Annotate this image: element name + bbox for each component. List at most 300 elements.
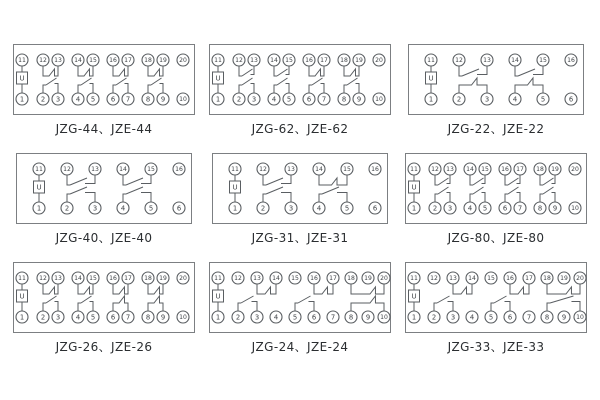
terminal-bottom-4 [509,93,521,105]
svg-text:2: 2 [235,313,241,322]
terminal-bottom-5 [479,202,491,214]
terminal-top-16 [504,272,516,284]
coil-element [426,66,437,93]
terminal-bottom-1 [212,311,224,323]
svg-text:4: 4 [273,313,279,322]
svg-text:6: 6 [372,204,378,213]
contact-14-15-nc-icon [319,175,347,185]
terminal-bottom-1 [33,202,45,214]
svg-text:20: 20 [571,165,579,173]
svg-text:3: 3 [288,204,294,213]
contact-12-13-no-icon [435,175,450,185]
contact-16-17-nc-icon [113,66,128,76]
terminal-bottom-9 [362,311,374,323]
svg-text:16: 16 [501,165,509,173]
relay-panel-jzg-31 [212,153,388,246]
svg-text:14: 14 [468,274,476,282]
contact-12-13-no-icon [263,175,291,185]
contact-6-7-no-icon [505,187,520,202]
svg-text:20: 20 [375,56,383,64]
terminal-bottom-8 [541,311,553,323]
contact-12-13-no-icon [459,66,487,76]
terminal-top-11 [425,54,437,66]
terminal-bottom-3 [444,202,456,214]
terminal-bottom-2 [232,311,244,323]
terminal-bottom-7 [318,93,330,105]
terminal-top-12 [429,163,441,175]
svg-text:9: 9 [160,313,166,322]
terminal-bottom-4 [72,311,84,323]
terminal-top-16 [303,54,315,66]
svg-text:10: 10 [380,313,388,321]
contact-16-17-nc-icon [510,284,529,294]
coil-element [213,284,224,311]
terminal-top-15 [485,272,497,284]
svg-text:7: 7 [321,95,327,104]
terminal-top-16 [107,272,119,284]
svg-text:8: 8 [537,204,543,213]
svg-text:14: 14 [270,56,278,64]
terminal-top-19 [549,163,561,175]
contact-13-14-nc-icon [453,284,472,294]
relay-panel-jzg-26 [13,262,195,355]
terminal-bottom-7 [122,93,134,105]
contact-8-10-no-icon [547,296,580,311]
svg-text:18: 18 [144,56,152,64]
terminal-diagram-jzg-40 [16,153,192,224]
panel-label [448,340,545,355]
svg-text:12: 12 [39,274,47,282]
contact-18-20-nc-icon [351,284,384,294]
svg-text:1: 1 [232,204,238,213]
svg-text:5: 5 [488,313,494,322]
svg-text:20: 20 [576,274,584,282]
svg-text:11: 11 [427,56,435,64]
svg-text:19: 19 [159,56,167,64]
terminal-top-15 [283,54,295,66]
svg-text:13: 13 [250,56,258,64]
svg-text:19: 19 [560,274,568,282]
coil-element [34,175,45,202]
terminal-top-11 [212,272,224,284]
terminal-bottom-2 [37,93,49,105]
terminal-bottom-3 [89,202,101,214]
contact-8-9-no-icon [540,187,555,202]
svg-text:8: 8 [145,313,151,322]
contact-6-7-nc-icon [113,296,128,311]
terminal-bottom-4 [464,202,476,214]
coil-u-symbol: U [36,183,42,192]
contact-4-5-no-icon [123,187,151,202]
terminal-bottom-3 [285,202,297,214]
svg-text:4: 4 [75,95,81,104]
svg-text:15: 15 [539,56,547,64]
svg-text:1: 1 [411,204,417,213]
svg-text:15: 15 [481,165,489,173]
terminal-top-15 [87,272,99,284]
svg-text:10: 10 [179,313,187,321]
contact-2-3-no-icon [239,78,254,93]
terminal-top-16 [565,54,577,66]
svg-text:17: 17 [124,274,132,282]
terminal-top-17 [514,163,526,175]
terminal-top-15 [145,163,157,175]
terminal-bottom-1 [212,93,224,105]
terminal-top-17 [523,272,535,284]
svg-text:4: 4 [271,95,277,104]
terminal-top-18 [338,54,350,66]
terminal-bottom-6 [565,93,577,105]
contact-18-19-nc-icon [344,66,359,76]
terminal-top-16 [107,54,119,66]
svg-text:4: 4 [469,313,475,322]
terminal-top-13 [89,163,101,175]
svg-text:20: 20 [179,56,187,64]
terminal-top-14 [268,54,280,66]
svg-text:9: 9 [552,204,558,213]
svg-text:5: 5 [540,95,546,104]
terminal-diagram-jzg-44 [13,44,195,115]
terminal-bottom-10 [373,93,385,105]
terminal-top-14 [72,272,84,284]
svg-text:8: 8 [341,95,347,104]
coil-element [213,66,224,93]
contact-2-3-no-icon [238,296,257,311]
terminal-top-11 [33,163,45,175]
terminal-bottom-4 [117,202,129,214]
svg-text:7: 7 [517,204,523,213]
panel-label-text: JZG-31、JZE-31 [251,231,349,245]
terminal-top-18 [541,272,553,284]
svg-text:20: 20 [380,274,388,282]
terminal-bottom-5 [283,93,295,105]
terminal-top-13 [481,54,493,66]
terminal-top-14 [313,163,325,175]
terminal-bottom-2 [37,311,49,323]
terminal-bottom-9 [157,93,169,105]
terminal-bottom-4 [270,311,282,323]
terminal-top-17 [122,272,134,284]
svg-text:9: 9 [356,95,362,104]
svg-text:1: 1 [19,95,25,104]
svg-text:6: 6 [507,313,513,322]
terminal-bottom-10 [569,202,581,214]
contact-13-14-nc-icon [257,284,276,294]
terminal-bottom-9 [549,202,561,214]
svg-text:18: 18 [144,274,152,282]
svg-text:3: 3 [92,204,98,213]
terminal-top-19 [558,272,570,284]
terminal-top-11 [16,272,28,284]
terminal-bottom-1 [16,311,28,323]
terminal-bottom-7 [523,311,535,323]
svg-text:3: 3 [55,313,61,322]
svg-text:8: 8 [544,313,550,322]
terminal-bottom-5 [87,311,99,323]
svg-text:4: 4 [316,204,322,213]
svg-text:18: 18 [340,56,348,64]
contact-2-3-no-icon [43,78,58,93]
contact-6-7-no-icon [113,78,128,93]
terminal-top-17 [318,54,330,66]
svg-text:15: 15 [89,56,97,64]
svg-text:11: 11 [410,165,418,173]
svg-text:9: 9 [365,313,371,322]
terminal-bottom-5 [341,202,353,214]
svg-text:17: 17 [124,56,132,64]
panel-label [56,231,153,246]
terminal-bottom-6 [107,93,119,105]
svg-text:12: 12 [63,165,71,173]
terminal-bottom-5 [145,202,157,214]
svg-text:20: 20 [179,274,187,282]
terminal-top-12 [428,272,440,284]
svg-text:1: 1 [36,204,42,213]
svg-text:6: 6 [110,313,116,322]
svg-text:7: 7 [526,313,532,322]
coil-u-symbol: U [411,292,417,301]
contact-5-6-no-icon [295,296,314,311]
terminal-top-13 [52,54,64,66]
terminal-bottom-2 [61,202,73,214]
terminal-top-13 [251,272,263,284]
svg-text:11: 11 [410,274,418,282]
terminal-bottom-3 [251,311,263,323]
svg-text:2: 2 [432,204,438,213]
terminal-bottom-2 [233,93,245,105]
terminal-diagram-jzg-33 [405,262,587,333]
terminal-bottom-8 [345,311,357,323]
panel-label [56,122,153,137]
svg-text:19: 19 [364,274,372,282]
terminal-top-20 [373,54,385,66]
terminal-top-15 [289,272,301,284]
terminal-top-16 [369,163,381,175]
svg-text:15: 15 [487,274,495,282]
terminal-top-18 [142,54,154,66]
terminal-bottom-3 [447,311,459,323]
svg-text:13: 13 [54,56,62,64]
terminal-top-12 [37,54,49,66]
coil-u-symbol: U [19,292,25,301]
terminal-bottom-7 [514,202,526,214]
coil-u-symbol: U [215,292,221,301]
contact-16-17-nc-icon [309,66,324,76]
svg-text:2: 2 [260,204,266,213]
svg-text:15: 15 [343,165,351,173]
contact-14-15-no-icon [274,66,289,76]
terminal-bottom-5 [289,311,301,323]
coil-u-symbol: U [19,74,25,83]
panel-label [448,231,545,246]
svg-text:3: 3 [447,204,453,213]
svg-text:1: 1 [19,313,25,322]
terminal-top-13 [447,272,459,284]
terminal-bottom-8 [142,93,154,105]
svg-text:14: 14 [511,56,519,64]
svg-text:9: 9 [561,313,567,322]
svg-text:6: 6 [311,313,317,322]
contact-4-5-no-icon [470,187,485,202]
coil-element [17,284,28,311]
panel-label [448,122,545,137]
terminal-bottom-9 [157,311,169,323]
relay-panel-jzg-62 [209,44,391,137]
panel-label [252,231,349,246]
terminal-top-14 [72,54,84,66]
svg-text:17: 17 [516,165,524,173]
svg-text:11: 11 [18,56,26,64]
terminal-bottom-1 [408,311,420,323]
svg-text:2: 2 [456,95,462,104]
terminal-top-15 [87,54,99,66]
svg-text:15: 15 [147,165,155,173]
contact-5-6-no-icon [491,296,510,311]
terminal-bottom-6 [504,311,516,323]
svg-text:14: 14 [74,274,82,282]
svg-text:3: 3 [254,313,260,322]
svg-text:1: 1 [215,313,221,322]
svg-text:11: 11 [231,165,239,173]
svg-text:16: 16 [567,56,575,64]
coil-element [17,66,28,93]
svg-text:5: 5 [90,313,96,322]
contact-2-3-no-icon [434,296,453,311]
contact-8-9-no-icon [148,78,163,93]
contact-2-3-no-icon [435,187,450,202]
contact-12-13-nc-icon [43,66,58,76]
terminal-top-11 [16,54,28,66]
terminal-top-11 [408,272,420,284]
terminal-bottom-3 [52,93,64,105]
terminal-top-14 [464,163,476,175]
svg-text:16: 16 [175,165,183,173]
terminal-diagram-jzg-80 [405,153,587,224]
coil-element [409,284,420,311]
svg-text:14: 14 [119,165,127,173]
svg-text:16: 16 [310,274,318,282]
terminal-bottom-1 [425,93,437,105]
terminal-top-19 [362,272,374,284]
coil-u-symbol: U [411,183,417,192]
relay-panel-jzg-22 [408,44,584,137]
terminal-bottom-8 [338,93,350,105]
contact-16-17-nc-icon [113,284,128,294]
terminal-diagram-jzg-24 [209,262,391,333]
svg-text:2: 2 [40,95,46,104]
panel-label-text: JZG-62、JZE-62 [251,122,349,136]
terminal-top-19 [157,272,169,284]
panel-label-text: JZG-24、JZE-24 [251,340,349,354]
svg-text:5: 5 [90,95,96,104]
terminal-bottom-2 [257,202,269,214]
svg-text:19: 19 [159,274,167,282]
terminal-top-17 [327,272,339,284]
svg-text:4: 4 [512,95,518,104]
contact-8-9-no-icon [344,78,359,93]
svg-text:13: 13 [287,165,295,173]
svg-text:19: 19 [355,56,363,64]
terminal-bottom-9 [353,93,365,105]
terminal-bottom-10 [177,93,189,105]
terminal-top-16 [308,272,320,284]
contact-18-19-no-icon [540,175,555,185]
terminal-top-12 [257,163,269,175]
contact-4-5-no-icon [319,187,347,202]
svg-text:9: 9 [160,95,166,104]
contact-2-3-no-icon [43,296,58,311]
contact-16-17-no-icon [505,175,520,185]
terminal-top-13 [285,163,297,175]
contact-2-3-no-icon [263,187,291,202]
terminal-top-20 [177,54,189,66]
svg-text:1: 1 [215,95,221,104]
terminal-top-20 [574,272,586,284]
terminal-top-12 [37,272,49,284]
terminal-bottom-7 [327,311,339,323]
svg-text:19: 19 [551,165,559,173]
terminal-top-14 [466,272,478,284]
svg-text:2: 2 [64,204,70,213]
terminal-top-18 [142,272,154,284]
svg-text:18: 18 [536,165,544,173]
coil-u-symbol: U [428,74,434,83]
terminal-top-12 [61,163,73,175]
contact-8-10-nc-icon [351,296,384,311]
svg-text:7: 7 [125,313,131,322]
terminal-top-20 [378,272,390,284]
svg-text:13: 13 [91,165,99,173]
svg-text:13: 13 [446,165,454,173]
svg-text:5: 5 [148,204,154,213]
terminal-top-17 [122,54,134,66]
contact-8-9-nc-icon [148,296,163,311]
terminal-top-11 [229,163,241,175]
contact-14-15-nc-icon [78,66,93,76]
coil-element [230,175,241,202]
terminal-top-13 [52,272,64,284]
svg-text:15: 15 [291,274,299,282]
contact-16-17-nc-icon [314,284,333,294]
terminal-bottom-10 [177,311,189,323]
terminal-top-15 [341,163,353,175]
svg-text:3: 3 [55,95,61,104]
svg-text:12: 12 [39,56,47,64]
terminal-top-18 [345,272,357,284]
svg-text:17: 17 [329,274,337,282]
terminal-top-16 [499,163,511,175]
terminal-bottom-6 [303,93,315,105]
terminal-top-14 [117,163,129,175]
contact-4-5-no-icon [274,78,289,93]
terminal-bottom-6 [173,202,185,214]
terminal-top-14 [270,272,282,284]
svg-text:11: 11 [35,165,43,173]
contact-4-5-no-icon [78,296,93,311]
contact-2-3-no-icon [67,187,95,202]
contact-18-20-nc-icon [547,284,580,294]
contact-4-5-nc-icon [515,78,543,93]
terminal-bottom-10 [574,311,586,323]
terminal-bottom-5 [537,93,549,105]
svg-text:14: 14 [315,165,323,173]
terminal-bottom-4 [268,93,280,105]
terminal-bottom-4 [72,93,84,105]
terminal-bottom-9 [558,311,570,323]
svg-text:12: 12 [430,274,438,282]
contact-6-7-no-icon [309,78,324,93]
terminal-top-12 [232,272,244,284]
